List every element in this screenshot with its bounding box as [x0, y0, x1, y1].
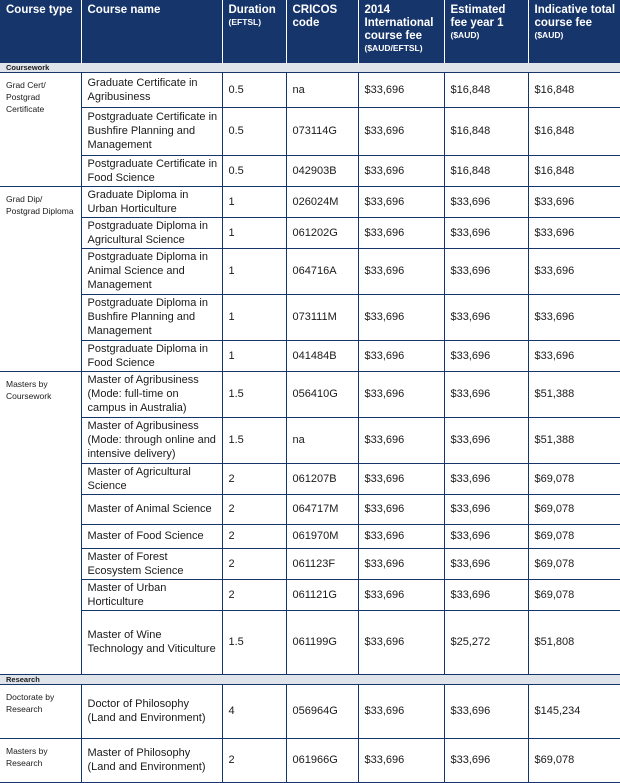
course-name: Graduate Certificate in Agribusiness	[81, 72, 222, 107]
total-fee: $69,078	[528, 524, 620, 548]
cricos-code: 061207B	[286, 463, 358, 494]
fee-2014: $33,696	[358, 217, 444, 248]
course-name: Postgraduate Diploma in Agricultural Science	[81, 217, 222, 248]
course-name: Master of Food Science	[81, 524, 222, 548]
table-header	[0, 0, 620, 62]
fee-year-1: $16,848	[444, 72, 528, 107]
header-course-name: Course name	[81, 0, 222, 62]
section-research: Research	[0, 674, 620, 684]
duration: 1.5	[222, 417, 286, 463]
total-fee: $51,808	[528, 610, 620, 674]
cricos-code: na	[286, 72, 358, 107]
course-name: Postgraduate Diploma in Food Science	[81, 340, 222, 371]
duration: 1	[222, 186, 286, 217]
total-fee: $16,848	[528, 107, 620, 155]
header-estimated-fee-year-1: Estimated fee year 1 ($AUD)	[444, 0, 528, 62]
total-fee: $145,234	[528, 684, 620, 738]
duration: 1	[222, 340, 286, 371]
duration: 1	[222, 248, 286, 294]
fee-2014: $33,696	[358, 610, 444, 674]
cricos-code: 073114G	[286, 107, 358, 155]
fee-2014: $33,696	[358, 579, 444, 610]
duration: 1	[222, 294, 286, 340]
cricos-code: 061970M	[286, 524, 358, 548]
fee-2014: $33,696	[358, 72, 444, 107]
fee-2014: $33,696	[358, 340, 444, 371]
fee-year-1: $33,696	[444, 294, 528, 340]
total-fee: $33,696	[528, 248, 620, 294]
fee-year-1: $33,696	[444, 186, 528, 217]
fee-2014: $33,696	[358, 371, 444, 417]
course-name: Graduate Diploma in Urban Horticulture	[81, 186, 222, 217]
course-name: Master of Agricultural Science	[81, 463, 222, 494]
total-fee: $69,078	[528, 463, 620, 494]
group-masters-research: Masters by Research	[0, 738, 81, 782]
fee-year-1: $33,696	[444, 579, 528, 610]
fee-year-1: $33,696	[444, 463, 528, 494]
fee-2014: $33,696	[358, 463, 444, 494]
fee-year-1: $16,848	[444, 155, 528, 186]
header-cricos-code: CRICOS code	[286, 0, 358, 62]
cricos-code: 073111M	[286, 294, 358, 340]
fee-year-1: $33,696	[444, 494, 528, 524]
fee-2014: $33,696	[358, 186, 444, 217]
fee-year-1: $33,696	[444, 738, 528, 782]
duration: 1	[222, 217, 286, 248]
duration: 2	[222, 524, 286, 548]
course-name: Postgraduate Certificate in Bushfire Planning and Management	[81, 107, 222, 155]
header-indicative-total-fee: Indicative total course fee ($AUD)	[534, 4, 616, 40]
cricos-code: 061199G	[286, 610, 358, 674]
fee-year-1: $16,848	[444, 107, 528, 155]
course-name: Master of Forest Ecosystem Science	[81, 548, 222, 579]
total-fee: $16,848	[528, 72, 620, 107]
course-name: Postgraduate Diploma in Animal Science and Management	[81, 248, 222, 294]
total-fee: $69,078	[528, 494, 620, 524]
group-masters-coursework: Masters by Coursework	[0, 371, 81, 674]
header-duration: Duration (EFTSL)	[222, 0, 286, 62]
total-fee: $33,696	[528, 294, 620, 340]
header-course-type: Course type	[0, 0, 81, 62]
header-2014-fee: 2014 International course fee ($AUD/EFTSL)	[358, 0, 444, 62]
duration: 2	[222, 548, 286, 579]
total-fee: $33,696	[528, 217, 620, 248]
duration: 1.5	[222, 610, 286, 674]
course-name: Master of Agribusiness (Mode: full-time on campus in Australia)	[81, 371, 222, 417]
course-name: Master of Urban Horticulture	[81, 579, 222, 610]
fee-year-1: $33,696	[444, 340, 528, 371]
duration: 2	[222, 494, 286, 524]
fee-year-1: $33,696	[444, 548, 528, 579]
course-name: Postgraduate Certificate in Food Science	[81, 155, 222, 186]
cricos-code: 056964G	[286, 684, 358, 738]
fee-year-1: $25,272	[444, 610, 528, 674]
total-fee: $33,696	[528, 340, 620, 371]
group-doctorate-research: Doctorate by Research	[0, 684, 81, 738]
fee-2014: $33,696	[358, 684, 444, 738]
total-fee: $33,696	[528, 186, 620, 217]
duration: 4	[222, 684, 286, 738]
cricos-code: 061121G	[286, 579, 358, 610]
duration: 2	[222, 738, 286, 782]
fee-2014: $33,696	[358, 524, 444, 548]
fee-year-1: $33,696	[444, 417, 528, 463]
course-name: Postgraduate Diploma in Bushfire Planning and Management	[81, 294, 222, 340]
duration: 0.5	[222, 155, 286, 186]
duration: 0.5	[222, 72, 286, 107]
duration: 1.5	[222, 371, 286, 417]
fee-year-1: $33,696	[444, 371, 528, 417]
fee-year-1: $33,696	[444, 524, 528, 548]
section-coursework: Coursework	[0, 62, 620, 72]
fee-2014: $33,696	[358, 155, 444, 186]
total-fee: $51,388	[528, 417, 620, 463]
cricos-code: 064717M	[286, 494, 358, 524]
fee-2014: $33,696	[358, 494, 444, 524]
cricos-code: 056410G	[286, 371, 358, 417]
fee-2014: $33,696	[358, 248, 444, 294]
course-name: Master of Philosophy (Land and Environment)	[81, 738, 222, 782]
duration: 0.5	[222, 107, 286, 155]
course-name: Master of Wine Technology and Viticulture	[81, 610, 222, 674]
cricos-code: 041484B	[286, 340, 358, 371]
fee-2014: $33,696	[358, 738, 444, 782]
fee-2014: $33,696	[358, 294, 444, 340]
duration: 2	[222, 463, 286, 494]
fee-year-1: $33,696	[444, 248, 528, 294]
cricos-code: na	[286, 417, 358, 463]
duration: 2	[222, 579, 286, 610]
total-fee: $69,078	[528, 738, 620, 782]
cricos-code: 042903B	[286, 155, 358, 186]
cricos-code: 026024M	[286, 186, 358, 217]
cricos-code: 064716A	[286, 248, 358, 294]
fee-year-1: $33,696	[444, 684, 528, 738]
course-name: Master of Animal Science	[81, 494, 222, 524]
course-name: Doctor of Philosophy (Land and Environment)	[81, 684, 222, 738]
fee-2014: $33,696	[358, 417, 444, 463]
group-grad-cert: Grad Cert/ Postgrad Certificate	[0, 72, 81, 186]
fee-2014: $33,696	[358, 548, 444, 579]
cricos-code: 061966G	[286, 738, 358, 782]
total-fee: $69,078	[528, 548, 620, 579]
fee-2014: $33,696	[358, 107, 444, 155]
total-fee: $51,388	[528, 371, 620, 417]
group-grad-dip: Grad Dip/ Postgrad Diploma	[0, 186, 81, 371]
cricos-code: 061202G	[286, 217, 358, 248]
total-fee: $69,078	[528, 579, 620, 610]
cricos-code: 061123F	[286, 548, 358, 579]
course-name: Master of Agribusiness (Mode: through online and intensive delivery)	[81, 417, 222, 463]
total-fee: $16,848	[528, 155, 620, 186]
fee-year-1: $33,696	[444, 217, 528, 248]
